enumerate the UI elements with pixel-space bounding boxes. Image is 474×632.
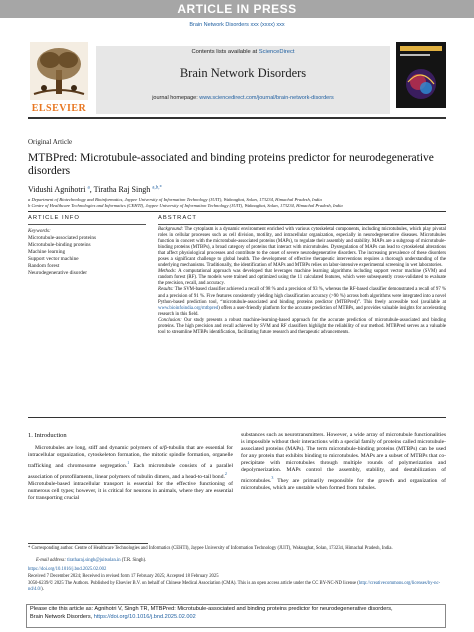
abstract-label: Background: (158, 227, 184, 232)
introduction-heading: 1. Introduction (28, 432, 67, 439)
abstract-text: A computational approach was developed that leverages machine learning algorithms including support vector machine (SVM) and random forest (RF). The models were trained and optimized using the 11 calculated features, which were subsequently cross-validated to evaluate the precision, recall, and accuracy. (158, 269, 446, 287)
author-list: Vidushi Agnihotri $^a$, Tiratha Raj Singh $^{a,b,*}$ (28, 185, 162, 194)
abstract-text: The SVM-based classifier achieved a recall of 98 % and a precision of 93 %, whereas the RF-based classifier demonstrated a recall of 97 % and a precision of 91 %. Five features consistently yielding high classification accuracy (>90 %) across both algorithms were integrated into a novel Python-based prediction tool, “microtubule-associated and binding proteins predictor (MTBPred)”. This freely accessible tool (available at (158, 287, 446, 305)
abstract-end-rule (28, 417, 446, 418)
author-affiliation-sup[interactable]: a,b,* (152, 185, 162, 191)
intro-text: substances such as neurotransmitters. However, a wide array of microtubule functionalities is impossible without their interactions with a special family of proteins called microtubule-associated proteins (MAPs). The term microtubule-binding proteins (MTBPs) can be used for any protein that exhibits binding to microtubules. MAPs are a subset of MTBPs that co-precipitate with microtubules through multiple rounds of polymerization and depolymerization. MAPs control the assembly, stability, and destabilization of microtubules. (241, 432, 446, 485)
author-affiliation-sup[interactable]: a (87, 185, 90, 191)
intro-paragraph (28, 445, 233, 481)
mtbpred-tool-link[interactable]: www.bioinfoindia.org/mtbpred (158, 305, 219, 311)
journal-homepage (96, 95, 390, 101)
email-suffix: (T.R. Singh). (120, 558, 147, 563)
citation-journal: Brain Network Disorders, (30, 613, 94, 620)
affiliation-a: a Department of Biotechnology and Bioinformatics, Jaypee University of Information Technology (JUIT), Waknaghat, Solan, 173234, Himachal Pradesh, India (28, 197, 322, 202)
citation-line: Please cite this article as: Agnihotri V, Singh TR, MTBPred: Microtubule-associated and binding proteins predictor for neurodegenerative disorders, (30, 606, 393, 612)
license-note (28, 581, 446, 593)
email-label: E-mail address: (36, 558, 68, 563)
abstract-background (158, 227, 446, 269)
citation-line (30, 614, 442, 622)
citation-doi-link[interactable]: https://doi.org/10.1016/j.bnd.2025.02.002 (93, 613, 196, 620)
affiliation-rule (28, 211, 446, 212)
keyword-item: Machine learning (28, 249, 66, 255)
intro-text: They are primarily responsible for the growth and organization of microtubules, which are unstable when formed from tubules. (241, 478, 446, 492)
abstract-body (158, 227, 446, 336)
intro-text: Each microtubule consists of a parallel association of protofilaments, linear polymers of tubulin dimers, and a head-to-tail bond. (28, 462, 233, 480)
article-in-press-banner: ARTICLE IN PRESS (0, 0, 474, 18)
abstract-label: Methods: (158, 269, 177, 275)
top-citation[interactable]: Brain Network Disorders xxx (xxxx) xxx (189, 22, 285, 28)
reference-marker[interactable]: 3 (271, 475, 274, 481)
abstract-text: Our study presents a robust machine-learning-based approach for the accurate prediction of microtubule-associated and binding proteins. The high precision and recall achieved by SVM and RF classifiers highlight the reliability of our method. MTBPred serves as a valuable tool to streamline MTBPs identification, facilitating future research and therapeutic advancements. (158, 317, 446, 335)
intro-text: Microtubules are long, stiff and dynamic polymers of α/β-tubulin that are essential for intracellular organization, cytoskeleton formation, the mitotic spindle formation, organelle trafficking and chromosome segregation. (28, 445, 233, 469)
journal-cover-image[interactable] (396, 42, 446, 108)
abstract-results (158, 287, 446, 317)
abstract-conclusion (158, 318, 446, 336)
article-title: MTBPred: Microtubule-associated and binding proteins predictor for neurodegenerative disorders (28, 152, 434, 177)
keyword-item: Neurodegenerative disorder (28, 270, 87, 276)
abstract-heading: ABSTRACT (158, 215, 197, 221)
homepage-prefix: journal homepage: (152, 95, 200, 101)
homepage-link[interactable]: www.sciencedirect.com/journal/brain-network-disorders (199, 95, 334, 101)
abstract-text: The cytoplasm is a dynamic environment enriched with various cytoskeletal components, including microtubules, which play pivotal roles in cellular processes such as cell division, motility, and intracellular organization, especially in neurodegenerative diseases. Microtubules function in concert with the microtubule-associated proteins (MAPs), to regulate their assembly and stability. MAPs are a subgroup of microtubule-binding proteins (MTBPs), a broad category of proteins that interact with microtubules. Dysregulation of MAPs can lead to cytoskeletal alterations that affect physiological processes and contribute to the onset of severe neurodegenerative disorders. The increasing prevalence of these disorders poses a significant challenge to global health. The development of effective therapeutic interventions requires a thorough understanding of the underlying mechanisms. Traditionally, the identification of MAPs and MTBPs relies on labor-intensive experimental screening in wet laboratories. (158, 227, 446, 269)
license-link[interactable]: http://creativecommons.org/licenses/by-nc-nd/4.0/ (28, 581, 441, 592)
doi-line (28, 567, 446, 573)
abstract-methods (158, 269, 446, 287)
keyword-item: Microtubule-binding proteins (28, 242, 91, 248)
intro-paragraph (241, 432, 446, 492)
abstract-rule (158, 224, 446, 225)
corresponding-author-note: * Corresponding author. Centre of Healthcare Technologies and Informatics (CEHTI), Jaypee University of Information Technology (JUIT), Waknaghat, Solan, 173234, Himachal Pradesh, India. (28, 546, 393, 551)
email-note (28, 558, 454, 564)
contents-prefix: Contents lists available at (191, 49, 259, 55)
email-link[interactable]: tiratharaj.singh@juitsolan.in (67, 558, 121, 563)
license-text: 3050-6239/© 2025 The Authors. Published by Elsevier B.V. on behalf of Chinese Medical Association (CMA). This is an open access article under the CC BY-NC-ND license ( (28, 581, 359, 586)
reference-marker[interactable]: 1 (127, 460, 130, 466)
license-text: ). (41, 587, 44, 592)
keyword-item: Random forest (28, 263, 60, 269)
header-rule (28, 117, 446, 119)
reference-marker[interactable]: 2 (224, 470, 227, 476)
abstract-label: Results: (158, 287, 174, 293)
article-type: Original Article (28, 138, 73, 146)
sciencedirect-link[interactable]: ScienceDirect (258, 49, 295, 55)
abstract-text: ) offers a user-friendly platform for the accurate prediction of MTBPs, and provides valuable insights for accelerating research in this field. (158, 305, 446, 317)
citation-box (26, 604, 446, 628)
contents-line (96, 49, 390, 55)
intro-right-column (241, 432, 446, 492)
affiliation-b: b Centre of Healthcare Technologies and Informatics (CEHTI), Jaypee University of Information Technology (JUIT), Waknaghat, Solan, 173234, Himachal Pradesh, India (28, 203, 343, 208)
received-dates: Received 7 December 2024; Received in revised form 17 February 2025; Accepted 18 February 2025 (28, 574, 219, 579)
article-info-rule (28, 224, 146, 225)
author-name[interactable]: Vidushi Agnihotri (28, 185, 86, 194)
elsevier-tree-logo (30, 42, 88, 100)
author-name[interactable]: Tiratha Raj Singh (93, 185, 151, 194)
keyword-item: Support vector machine (28, 256, 79, 262)
abstract-label: Conclusion: (158, 317, 182, 323)
article-info-heading: ARTICLE INFO (28, 215, 80, 221)
journal-name: Brain Network Disorders (179, 66, 307, 80)
intro-left-column (28, 445, 233, 502)
keywords-label: Keywords: (28, 228, 51, 234)
footnote-rule (28, 543, 148, 544)
doi-link[interactable]: https://doi.org/10.1016/j.bnd.2025.02.002 (28, 567, 107, 572)
publisher-name: ELSEVIER (31, 103, 87, 114)
intro-paragraph: Microtubule-based intracellular transport is essential for the effective functioning of numerous cell types; however, it is critical for neurons in animals, where they are essential for transporting crucial (28, 480, 233, 501)
keyword-item: Microtubule-associated proteins (28, 235, 97, 241)
